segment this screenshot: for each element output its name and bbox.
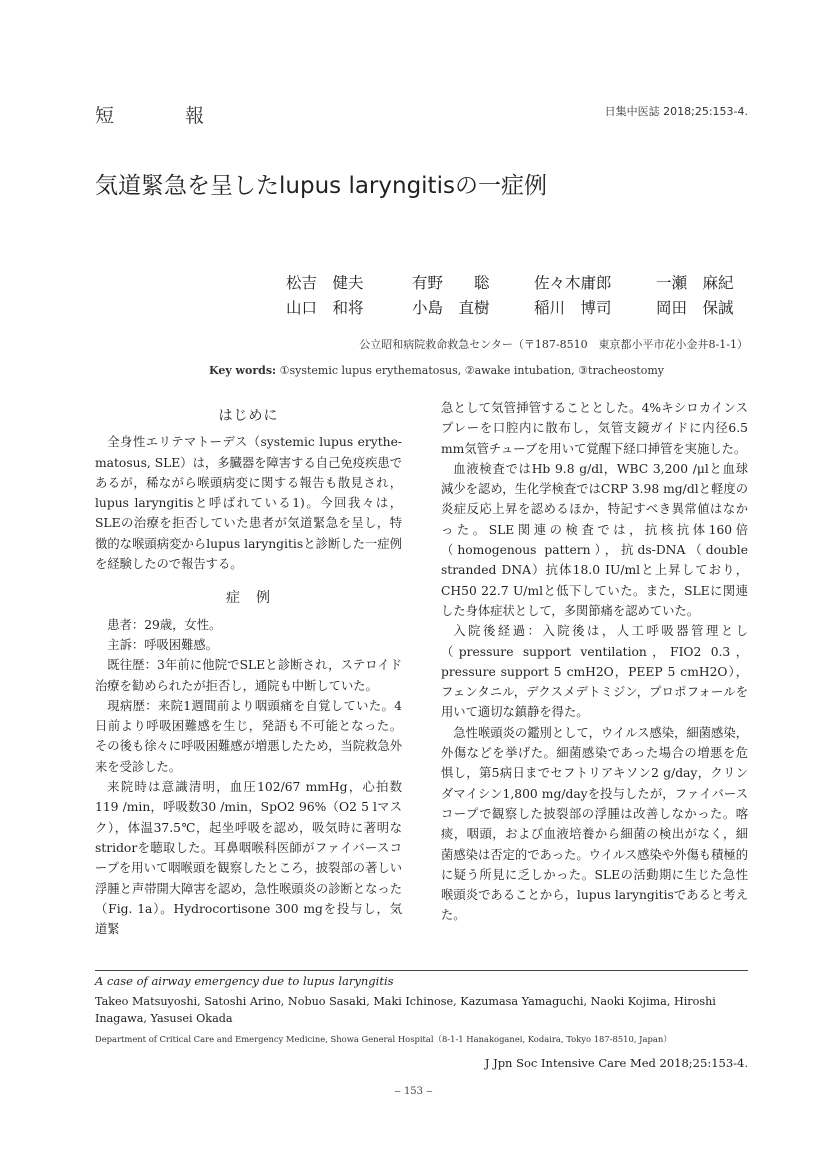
- english-affiliation: Department of Critical Care and Emergency Medicine, Showa General Hospital（8-1-1 Hanakoganei, Kodaira, Tokyo 187-8510, Japan）: [95, 1034, 672, 1044]
- left-column: [95, 398, 402, 939]
- author-name: 一瀬 麻紀: [656, 274, 734, 292]
- keywords: [209, 364, 664, 377]
- footer-divider: [95, 970, 748, 971]
- english-authors: Takeo Matsuyoshi, Satoshi Arino, Nobuo Sasaki, Maki Ichinose, Kazumasa Yamaguchi, Naoki Kojima, Hiroshi Inagawa, Yasusei Okada: [95, 995, 716, 1025]
- english-citation: J Jpn Soc Intensive Care Med 2018;25:153-4.: [484, 1056, 748, 1070]
- author-name: 有野 聡: [412, 274, 490, 292]
- section-heading-case: 症 例: [226, 590, 271, 607]
- english-title: A case of airway emergency due to lupus laryngitis: [95, 974, 394, 988]
- paragraph: 既往歴：3年前に他院でSLEと診断され，ステロイド治療を勧められたが拒否し，通院も中断していた。: [95, 658, 402, 693]
- article-title: 気道緊急を呈したlupus laryngitisの一症例: [95, 173, 547, 199]
- affiliation: 公立昭和病院救命救急センター（〒187-8510 東京都小平市花小金井8-1-1）: [359, 338, 748, 351]
- paragraph: 急性喉頭炎の鑑別として，ウイルス感染，細菌感染，外傷などを挙げた。細菌感染であった場合の増悪を危惧し，第5病日までセフトリアキソン2 g/day，クリンダマイシン1,800 mg/dayを投与したが，ファイバースコープで観察した披裂部の浮腫は改善しなかった。喀痰，咽頭，および血液培養から細菌の検出がなく，細菌感染は否定的であった。ウイルス感染や外傷も積極的に疑う所見に乏しかった。SLEの活動期に生じた急性喉頭炎であることから，lupus laryngitisであると考えた。: [441, 725, 748, 923]
- author-name: 小島 直樹: [412, 299, 490, 317]
- author-name: 岡田 保誠: [656, 299, 734, 317]
- article-type-label: 短 報: [95, 105, 231, 127]
- right-column: [441, 398, 748, 926]
- author-name: 稲川 博司: [534, 299, 612, 317]
- paragraph: 全身性エリテマトーデス（systemic lupus erythe-matosus, SLE）は，多臓器を障害する自己免疫疾患であるが，稀ながら喉頭病変に関する報告も散見され，lupus laryngitisと呼ばれている1)。今回我々は，SLEの治療を拒否していた患者が気道緊急を呈し，特徴的な喉頭病変からlupus laryngitisと診断した一症例を経験したので報告する。: [95, 435, 402, 572]
- paragraph: 来院時は意識清明，血圧102/67 mmHg，心拍数119 /min，呼吸数30 /min，SpO2 96%（O2 5 lマスク），体温37.5℃，起坐呼吸を認め，吸気時に著明なstridorを聴取した。耳鼻咽喉科医師がファイバースコープを用いて咽喉頭を観察したところ，披裂部の著しい浮腫と声帯開大障害を認め，急性喉頭炎の診断となった（Fig. 1a）。Hydrocortisone 300 mgを投与し，気道緊: [95, 780, 402, 937]
- keywords-label: Key words:: [209, 364, 277, 377]
- section-heading-introduction: はじめに: [218, 408, 279, 424]
- paragraph: 患者：29歳，女性。: [107, 617, 222, 632]
- paragraph: 主訴：呼吸困難感。: [107, 637, 218, 652]
- paragraph: 入院後経過：入院後は，人工呼吸器管理とし（pressure support ventilation，FIO2 0.3，pressure support 5 cmH2O，PEEP 5 cmH2O），フェンタニル，デクスメデトミジン，プロポフォールを用いて適切な鎮静を得た。: [441, 624, 748, 720]
- paragraph: 現病歴：来院1週間前より咽頭痛を自覚していた。4日前より呼吸困難感を生じ，発語も不可能となった。その後も徐々に呼吸困難感が増悪したため，当院救急外来を受診した。: [95, 698, 402, 774]
- author-name: 佐々木庸郎: [534, 274, 612, 292]
- author-name: 山口 和将: [286, 299, 364, 317]
- journal-citation-header: 日集中医誌 2018;25:153-4.: [604, 105, 748, 118]
- keywords-text: ①systemic lupus erythematosus, ②awake intubation, ③tracheostomy: [279, 364, 664, 377]
- author-name: 松吉 健夫: [286, 274, 364, 292]
- paragraph: 急として気管挿管することとした。4%キシロカインスプレーを口腔内に散布し，気管支鏡ガイドに内径6.5 mm気管チューブを用いて覚醒下経口挿管を実施した。: [441, 401, 748, 456]
- paragraph: 血液検査ではHb 9.8 g/dl，WBC 3,200 /μlと血球減少を認め，生化学検査ではCRP 3.98 mg/dlと軽度の炎症反応上昇を認めるほか，特記すべき異常値はなかった。SLE関連の検査では，抗核抗体160倍（homogenous pattern），抗ds-DNA（double stranded DNA）抗体18.0 IU/mlと上昇しており，CH50 22.7 U/mlと低下していた。また，SLEに関連した身体症状として，多関節痛を認めていた。: [441, 461, 748, 618]
- page-number: ‒ 153 ‒: [394, 1086, 433, 1097]
